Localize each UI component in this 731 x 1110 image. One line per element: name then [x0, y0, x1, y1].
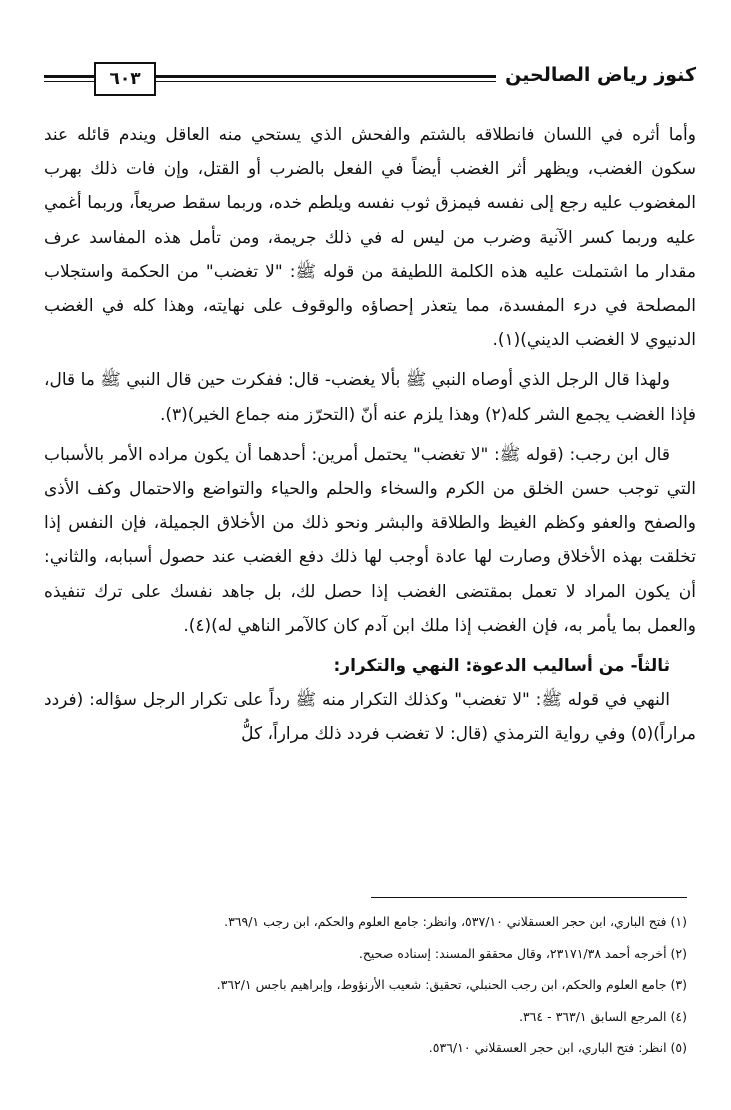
header-rule-left: [44, 75, 94, 85]
footnote-3: (٣) جامع العلوم والحكم، ابن رجب الحنبلي، تحقيق: شعيب الأرنؤوط، وإبراهيم باجس ٣٦٢/١.: [216, 977, 687, 992]
page-header: [44, 62, 696, 100]
footnotes: [35, 906, 687, 1064]
header-rule-right: [142, 75, 496, 85]
footnote-4: (٤) المرجع السابق ٣٦٣/١ - ٣٦٤.: [518, 1008, 687, 1024]
paragraph-man-advised: ولهذا قال الرجل الذي أوصاه النبي ﷺ بألا يغضب- قال: ففكرت حين قال النبي ﷺ ما قال، فإذا الغضب يجمع الشر كله(٢) وهذا يلزم عنه أنّ (التحرّز منه جماع الخير)(٣).: [44, 370, 696, 425]
section-heading: ثالثاً- من أساليب الدعوة: النهي والتكرار:: [333, 656, 670, 677]
footnote-2: (٢) أخرجه أحمد ٢٣١٧١/٣٨، وقال محققو المسند: إسناده صحيح.: [358, 945, 687, 961]
paragraph-anger-effects: وأما أثره في اللسان فانطلاقه بالشتم والفحش الذي يستحي منه العاقل ويندم قائله عند سكون الغضب، ويظهر أثر الغضب أيضاً في الفعل بالضرب أو القتل، وإن فات ذلك بهرب المغضوب عليه رجع إلى نفسه فيمزق ثوب نفسه ويلطم خده، وربما سقط صريعاً، وربما أغمي عليه وربما كسر الآنية وضرب من ليس له في ذلك جريمة، ومن تأمل هذه المفاسد عرف مقدار ما اشتملت عليه هذه الكلمة اللطيفة من قوله ﷺ: "لا تغضب" من الحكمة واستجلاب المصلحة في درء المفسدة، مما يتعذر إحصاؤه والوقوف على نهايته، وهذا كله في الغضب الدنيوي لا الغضب الديني)(١).: [44, 125, 696, 351]
paragraph-prohibition-repetition: النهي في قوله ﷺ: "لا تغضب" وكذلك التكرار منه ﷺ رداً على تكرار الرجل سؤاله: (فردد مراراً)(٥) وفي رواية الترمذي (قال: لا تغضب فردد ذلك مراراً، كلُّ: [44, 690, 696, 745]
footnote-divider: [371, 897, 687, 898]
page-body: [44, 118, 696, 757]
book-title: كنوز رياض الصالحين: [505, 64, 696, 86]
footnote-1: (١) فتح الباري، ابن حجر العسقلاني ٥٣٧/١٠، وانظر: جامع العلوم والحكم، ابن رجب ٣٦٩/١.: [224, 914, 687, 929]
page-number: ٦٠٣: [94, 62, 156, 96]
paragraph-ibn-rajab: قال ابن رجب: (قوله ﷺ: "لا تغضب" يحتمل أمرين: أحدهما أن يكون مراده الأمر بالأسباب التي توجب حسن الخلق من الكرم والسخاء والحلم والحياء والتواضع والاحتمال وكف الأذى والصفح والعفو وكظم الغيظ والطلاقة والبشر ونحو ذلك من الأخلاق الجميلة، فإن النفس إذا تخلقت بهذه الأخلاق وصارت لها عادة أوجب لها ذلك دفع الغضب عند حصول أسبابه، والثاني: أن يكون المراد لا تعمل بمقتضى الغضب إذا حصل لك، بل جاهد نفسك على ترك تنفيذه والعمل بما يأمر به، فإن الغضب إذا ملك ابن آدم كان كالآمر الناهي له)(٤).: [44, 444, 696, 636]
footnote-5: (٥) انظر: فتح الباري، ابن حجر العسقلاني ٥٣٦/١٠.: [428, 1040, 687, 1055]
